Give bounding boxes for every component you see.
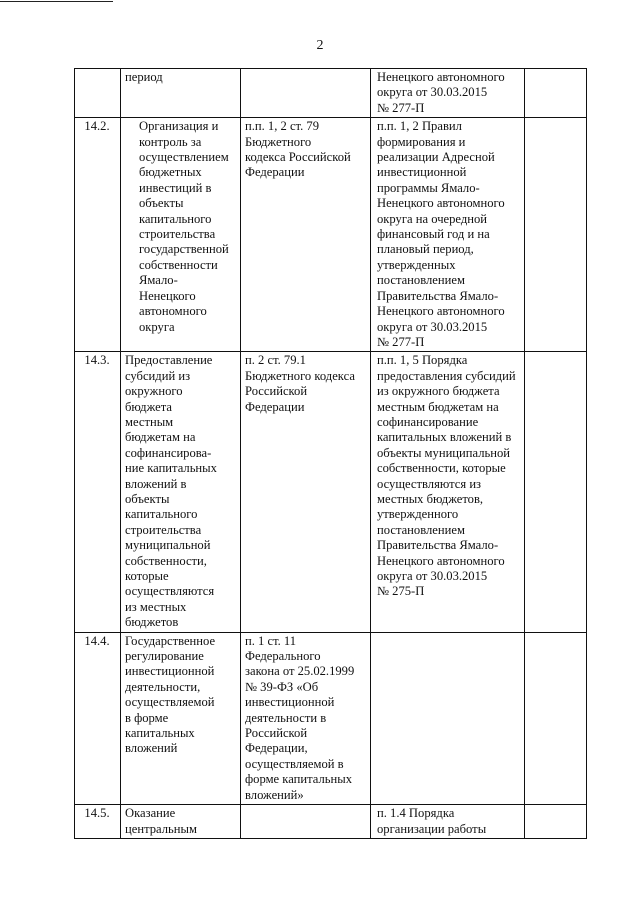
authority-name: Организация и контроль за осуществлением бюджетных инвестиций в объекты капитального строительства государственной собственности Ямало- Ненецкого автономного округа — [121, 118, 241, 352]
table-row — [75, 352, 587, 632]
row-number: 14.2. — [75, 118, 121, 352]
document-table — [74, 68, 587, 839]
empty-cell — [525, 69, 587, 118]
legal-basis: п.п. 1, 2 ст. 79 Бюджетного кодекса Российской Федерации — [241, 118, 371, 352]
row-number — [75, 69, 121, 118]
regional-document: п.п. 1, 2 Правил формирования и реализации Адресной инвестиционной программы Ямало- Ненецкого автономного округа на очередной финансовый год и на плановый период, утвержденных постановлением Правительства Ямало- Ненецкого автономного округа от 30.03.2015 № 277-П — [371, 118, 525, 352]
corner-rule — [0, 1, 113, 2]
regional-document: Ненецкого автономного округа от 30.03.2015 № 277-П — [371, 69, 525, 118]
table-row — [75, 118, 587, 352]
legal-basis — [241, 69, 371, 118]
empty-cell — [525, 118, 587, 352]
legal-basis — [241, 805, 371, 839]
row-number: 14.3. — [75, 352, 121, 632]
empty-cell — [525, 632, 587, 804]
table-row — [75, 805, 587, 839]
table-row — [75, 632, 587, 804]
authority-name: Предоставление субсидий из окружного бюджета местным бюджетам на софинансирова- ние капитальных вложений в объекты капитального строительства муниципальной собственности, которые осуществляются из местных бюджетов — [121, 352, 241, 632]
empty-cell — [525, 352, 587, 632]
regional-document: п.п. 1, 5 Порядка предоставления субсидий из окружного бюджета местным бюджетам на софинансирование капитальных вложений в объекты муниципальной собственности, которые осуществляются из местных бюджетов, утвержденного постановлением Правительства Ямало- Ненецкого автономного округа от 30.03.2015 № 275-П — [371, 352, 525, 632]
row-number: 14.4. — [75, 632, 121, 804]
regional-document: п. 1.4 Порядка организации работы — [371, 805, 525, 839]
row-number: 14.5. — [75, 805, 121, 839]
authority-name: период — [121, 69, 241, 118]
table-row — [75, 69, 587, 118]
authority-name: Оказание центральным — [121, 805, 241, 839]
regional-document — [371, 632, 525, 804]
empty-cell — [525, 805, 587, 839]
page-number: 2 — [316, 38, 324, 53]
legal-basis: п. 2 ст. 79.1 Бюджетного кодекса Российской Федерации — [241, 352, 371, 632]
authority-name: Государственное регулирование инвестиционной деятельности, осуществляемой в форме капитальных вложений — [121, 632, 241, 804]
legal-basis: п. 1 ст. 11 Федерального закона от 25.02.1999 № 39-ФЗ «Об инвестиционной деятельности в Российской Федерации, осуществляемой в форме капитальных вложений» — [241, 632, 371, 804]
